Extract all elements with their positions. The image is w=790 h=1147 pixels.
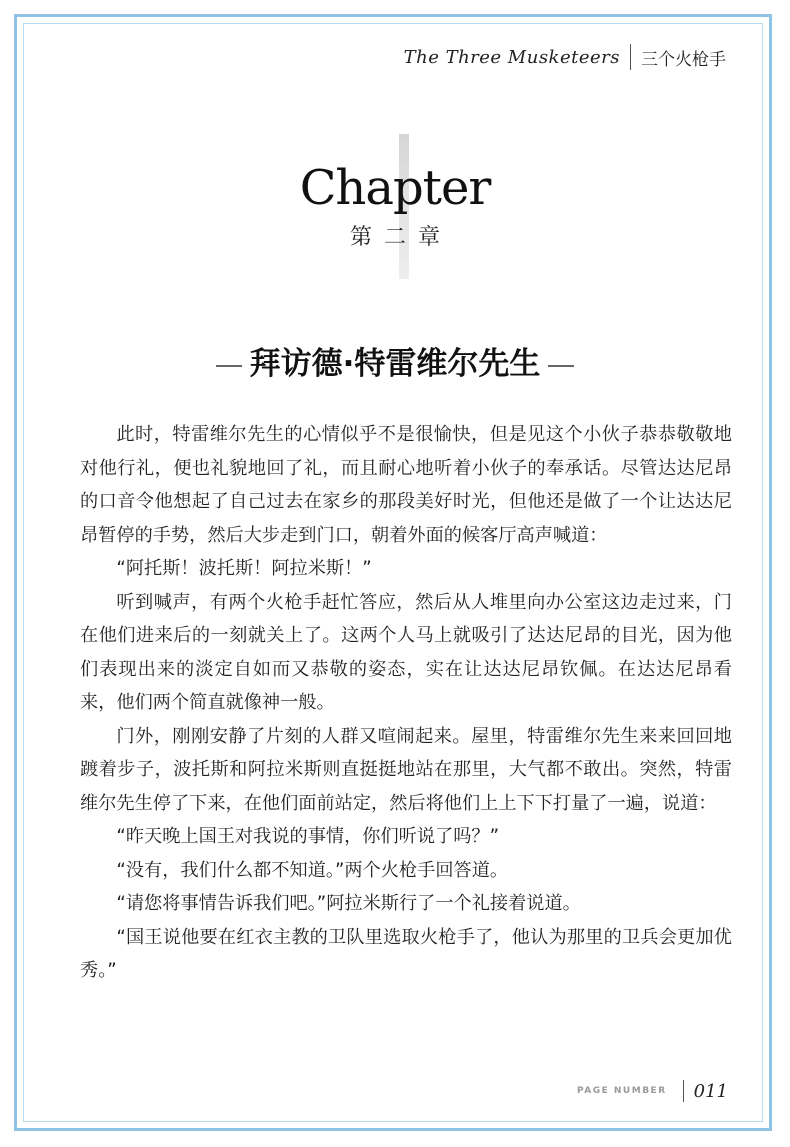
header-divider [630, 44, 631, 70]
paragraph: 此时，特雷维尔先生的心情似乎不是很愉快，但是见这个小伙子恭恭敬敬地对他行礼，便也礼貌地回了礼，而且耐心地听着小伙子的奉承话。尽管达达尼昂的口音令他想起了自己过去在家乡的那段美好时光，但他还是做了一个让达达尼昂暂停的手势，然后大步走到门口，朝着外面的候客厅高声喊道： [80, 424, 732, 546]
paragraph: “昨天晚上国王对我说的事情，你们听说了吗？” [116, 826, 499, 847]
chapter-heading [0, 134, 790, 284]
footer-divider [683, 1080, 684, 1102]
paragraph: “国王说他要在红衣主教的卫队里选取火枪手了，他认为那里的卫兵会更加优秀。” [80, 926, 732, 981]
page-footer [577, 1080, 728, 1102]
book-title-english: The Three Musketeers [403, 46, 620, 68]
page-number: 011 [693, 1080, 728, 1102]
paragraph: 门外，刚刚安静了片刻的人群又喧闹起来。屋里，特雷维尔先生来来回回地踱着步子，波托斯和阿拉米斯则直挺挺地站在那里，大气都不敢出。突然，特雷维尔先生停了下来，在他们面前站定，然后将他们上上下下打量了一遍，说道： [80, 725, 732, 814]
chapter-word: Chapter [299, 160, 491, 216]
chapter-title-text: 拜访德·特雷维尔先生 [249, 346, 541, 382]
body-text [80, 418, 732, 988]
running-header [404, 44, 726, 70]
chapter-number: 第二章 [349, 225, 452, 250]
paragraph: “阿托斯！波托斯！阿拉米斯！” [116, 558, 372, 579]
book-title-chinese: 三个火枪手 [641, 49, 726, 70]
title-dash-left [216, 365, 242, 367]
paragraph: “请您将事情告诉我们吧。”阿拉米斯行了一个礼接着说道。 [116, 893, 581, 914]
page-number-label: PAGE NUMBER [577, 1086, 667, 1096]
paragraph: “没有，我们什么都不知道。”两个火枪手回答道。 [116, 859, 509, 881]
chapter-title [0, 338, 790, 383]
title-dash-right [548, 365, 574, 367]
paragraph: 听到喊声，有两个火枪手赶忙答应，然后从人堆里向办公室这边走过来，门在他们进来后的一刻就关上了。这两个人马上就吸引了达达尼昂的目光，因为他们表现出来的淡定自如而又恭敬的姿态，实在让达达尼昂钦佩。在达达尼昂看来，他们两个简直就像神一般。 [80, 591, 732, 713]
